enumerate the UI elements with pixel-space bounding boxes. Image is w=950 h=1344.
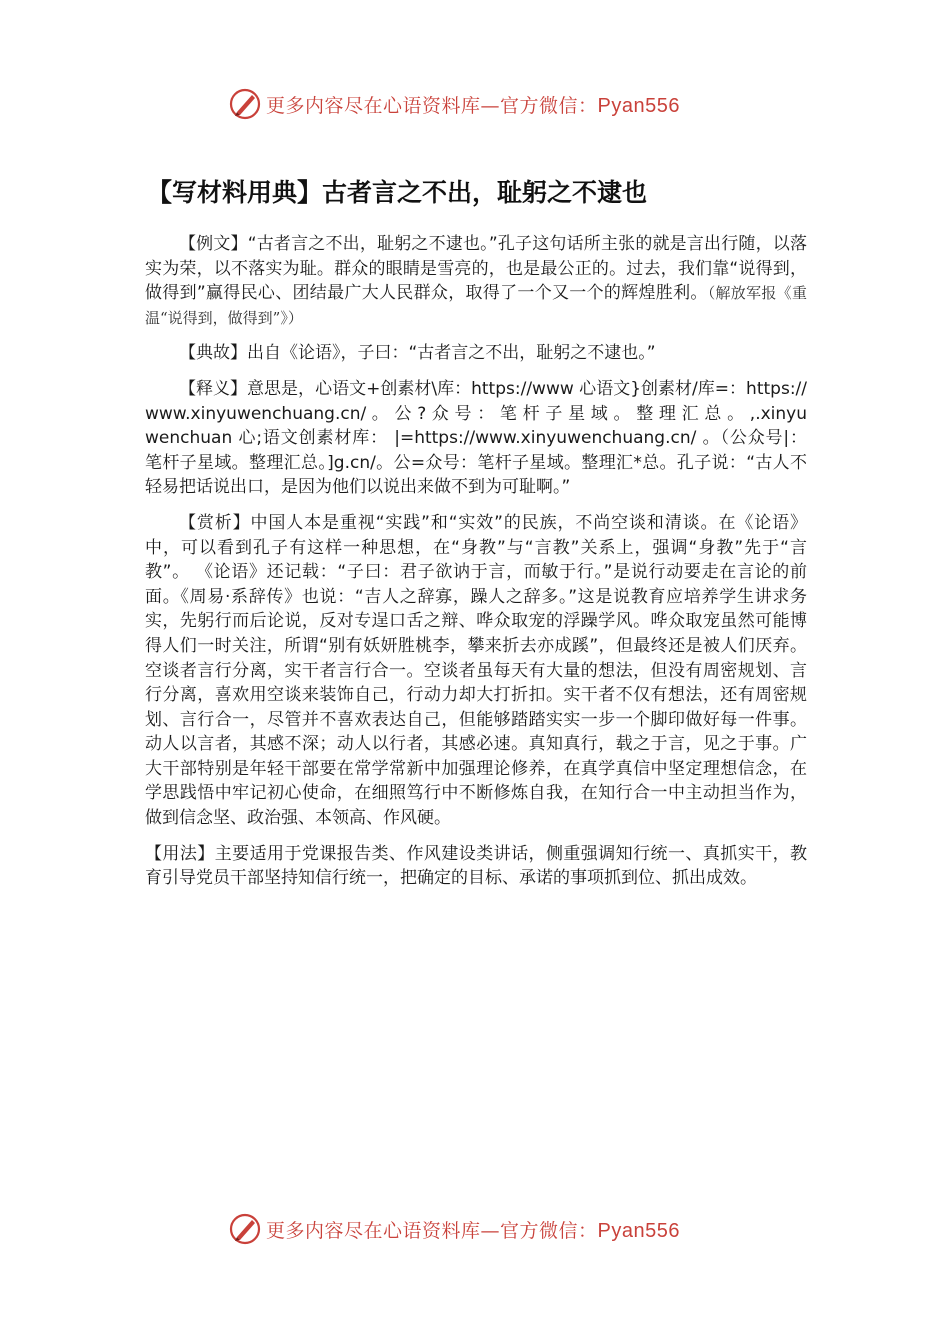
meaning-paragraph: 【释义】意思是，心语文+创素材\库：https://www 心语文}创素材/库=：https://www.xinyuwenchuang.cn/ 。 公 ? 众 号 ： 笔 杆 子 星 域 。 整 理 汇 总 。 ,.xinyuwenchuan 心;语文创素材库： |=https://www.xinyuwenchuang.cn/ 。（公众号|：笔杆子星域。整理汇总。]g.cn/。公=众号：笔杆子星域。整理汇*总。孔子说：“古人不轻易把话说出口，是因为他们以说出来做不到为可耻啊。” xyxy=(145,378,807,498)
analysis-paragraph: 【赏析】中国人本是重视“实践”和“实效”的民族，不尚空谈和清谈。在《论语》中，可以看到孔子有这样一种思想，在“身教”与“言教”关系上，强调“身教”先于“言教”。 《论语》还记载：“子曰：君子欲讷于言，而敏于行。”是说行动要走在言论的前面。《周易·系辞传》也说：“吉人之辞寡，躁人之辞多。”这是说教育应培养学生讲求务实，先躬行而后论说，反对专逞口舌之辩、哗众取宠的浮躁学风。哗众取宠虽然可能博得人们一时关注，所谓“别有妖妍胜桃李，攀来折去亦成蹊”，但最终还是被人们厌弃。空谈者言行分离，实干者言行合一。空谈者虽每天有大量的想法，但没有周密规划、言行分离，喜欢用空谈来装饰自己，行动力却大打折扣。实干者不仅有想法，还有周密规划、言行合一，尽管并不喜欢表达自己，但能够踏踏实实一步一个脚印做好每一件事。动人以言者，其感不深；动人以行者，其感必速。真知真行，载之于言，见之于事。广大干部特别是年轻干部要在常学常新中加强理论修养，在真学真信中坚定理想信念，在学思践悟中牢记初心使命，在细照笃行中不断修炼自我，在知行合一中主动担当作为，做到信念坚、政治强、本领高、作风硬。 xyxy=(145,512,807,829)
origin-paragraph: 【典故】出自《论语》，子曰：“古者言之不出，耻躬之不逮也。” xyxy=(179,343,656,364)
example-paragraph xyxy=(145,232,807,330)
example-source: （解放军报《重温“说得到，做得到”》） xyxy=(145,284,807,327)
header-banner xyxy=(228,84,728,124)
wechat-id: Pyan556 xyxy=(597,1219,680,1242)
banner-text: 更多内容尽在心语资料库—官方微信：Pyan556 xyxy=(266,94,680,117)
article-body xyxy=(145,232,807,902)
pen-logo-icon xyxy=(228,87,262,121)
banner-text: 更多内容尽在心语资料库—官方微信：Pyan556 xyxy=(266,1219,680,1242)
usage-paragraph: 【用法】主要适用于党课报告类、作风建设类讲话，侧重强调知行统一、真抓实干，教育引导党员干部坚持知信行统一，把确定的目标、承诺的事项抓到位、抓出成效。 xyxy=(145,843,807,889)
page-title: 【写材料用典】古者言之不出，耻躬之不逮也 xyxy=(147,178,648,207)
footer-banner xyxy=(228,1209,728,1249)
example-text: 【例文】“古者言之不出，耻躬之不逮也。”孔子这句话所主张的就是言出行随，以落实为荣，以不落实为耻。群众的眼睛是雪亮的，也是最公正的。过去，我们靠“说得到，做得到”赢得民心、团结最广大人民群众，取得了一个又一个的辉煌胜利。 xyxy=(145,234,807,304)
wechat-id: Pyan556 xyxy=(597,94,680,117)
pen-logo-icon xyxy=(228,1212,262,1246)
